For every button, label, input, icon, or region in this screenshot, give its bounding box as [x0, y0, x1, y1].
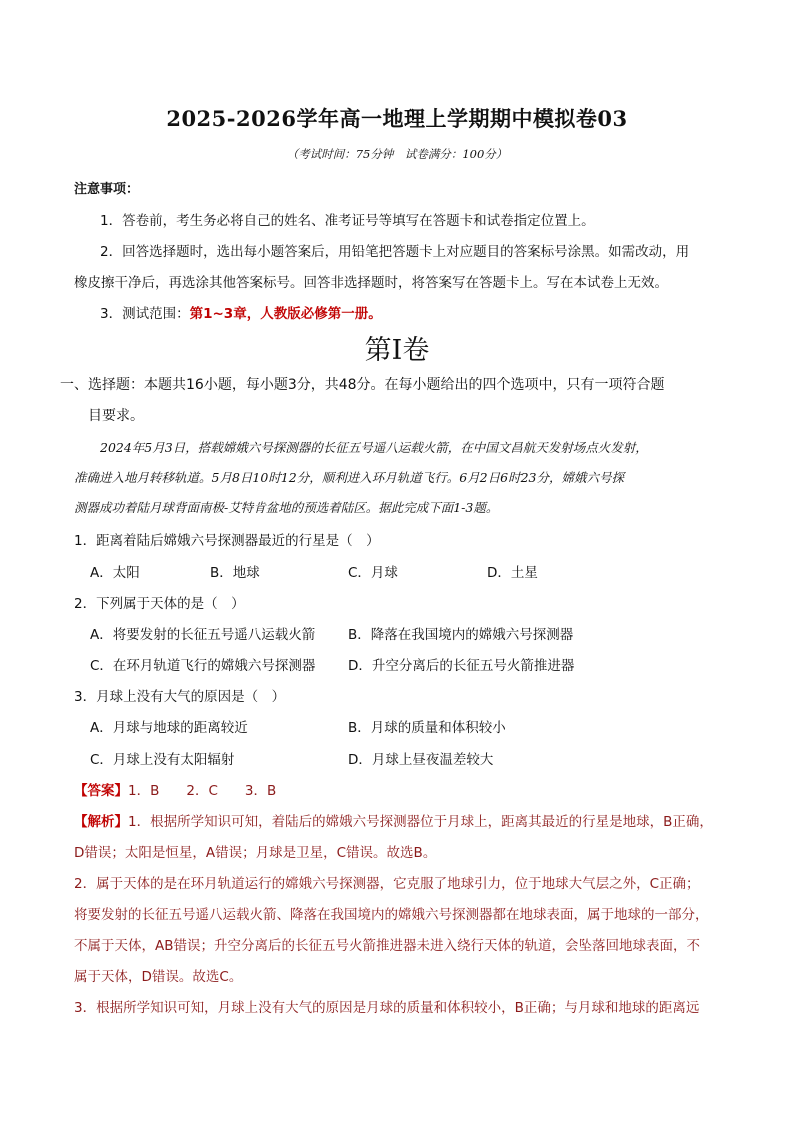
- section-instruction-line-1: 一、选择题：本题共16小题，每小题3分，共48分。在每小题给出的四个选项中，只有一项符合题: [60, 377, 665, 393]
- volume-heading: 第Ⅰ卷: [364, 335, 430, 366]
- explanation-line-1: [74, 810, 713, 830]
- question-1-option-c: C．月球: [348, 565, 398, 581]
- explanation-line-3: 2．属于天体的是在环月轨道运行的嫦娥六号探测器，它克服了地球引力，位于地球大气层之外，C正确；: [74, 876, 700, 892]
- question-1-stem: 1．距离着陆后嫦娥六号探测器最近的行星是（ ）: [74, 533, 380, 549]
- question-2-option-a: A．将要发射的长征五号遥八运载火箭: [90, 627, 316, 643]
- answer-line: [74, 779, 276, 799]
- material-line-2: 准确进入地月转移轨道。5月8日10时12分，顺利进入环月轨道飞行。6月2日6时23分，嫦娥六号探: [74, 470, 624, 485]
- question-3-option-c: C．月球上没有太阳辐射: [90, 752, 235, 768]
- test-scope: 第1~3章，人教版必修第一册。: [189, 306, 382, 322]
- notice-item-1: 1．答卷前，考生务必将自己的姓名、准考证号等填写在答题卡和试卷指定位置上。: [100, 213, 595, 229]
- section-instruction-line-2: 目要求。: [88, 408, 144, 424]
- explanation-line-6: 属于天体，D错误。故选C。: [74, 969, 243, 985]
- question-1-option-b: B．地球: [210, 565, 260, 581]
- material-line-3: 测器成功着陆月球背面南极-艾特肯盆地的预选着陆区。据此完成下面1-3题。: [74, 500, 499, 515]
- answer-label: 【答案】: [74, 783, 128, 799]
- question-2-option-d: D．升空分离后的长征五号火箭推进器: [348, 658, 575, 674]
- explanation-line-7: 3．根据所学知识可知，月球上没有大气的原因是月球的质量和体积较小，B正确；与月球和地球的距离远: [74, 1000, 700, 1016]
- question-3-option-b: B．月球的质量和体积较小: [348, 720, 506, 736]
- question-3-option-d: D．月球上昼夜温差较大: [348, 752, 494, 768]
- material-line-1: 2024年5月3日，搭载嫦娥六号探测器的长征五号遥八运载火箭，在中国文昌航天发射场点火发射，: [100, 440, 648, 455]
- exam-title: 2025-2026学年高一地理上学期期中模拟卷03: [166, 106, 628, 131]
- question-3-option-a: A．月球与地球的距离较近: [90, 720, 248, 736]
- explanation-text-1: 1．根据所学知识可知，着陆后的嫦娥六号探测器位于月球上，距离其最近的行星是地球，B正确，: [128, 814, 713, 830]
- answer-text: 1．B 2．C 3．B: [128, 783, 277, 799]
- explanation-label: 【解析】: [74, 814, 128, 830]
- exam-subtitle: （考试时间：75分钟 试卷满分：100分）: [286, 147, 508, 161]
- notice-item-2-line-1: 2．回答选择题时，选出每小题答案后，用铅笔把答题卡上对应题目的答案标号涂黑。如需改动，用: [100, 244, 690, 260]
- notice-heading: 注意事项：: [74, 182, 140, 197]
- explanation-line-4: 将要发射的长征五号遥八运载火箭、降落在我国境内的嫦娥六号探测器都在地球表面，属于地球的一部分，: [74, 907, 709, 923]
- question-2-stem: 2．下列属于天体的是（ ）: [74, 596, 245, 612]
- question-1-option-a: A．太阳: [90, 565, 140, 581]
- notice-item-3: [100, 302, 382, 322]
- question-3-stem: 3．月球上没有大气的原因是（ ）: [74, 689, 286, 705]
- notice-item-3-prefix: 3．测试范围：: [100, 306, 190, 322]
- question-2-option-c: C．在环月轨道飞行的嫦娥六号探测器: [90, 658, 316, 674]
- notice-item-2-line-2: 橡皮擦干净后，再选涂其他答案标号。回答非选择题时，将答案写在答题卡上。写在本试卷上无效。: [74, 275, 668, 291]
- explanation-line-2: D错误；太阳是恒星，A错误；月球是卫星，C错误。故选B。: [74, 845, 437, 861]
- question-1-option-d: D．土星: [487, 565, 538, 581]
- question-2-option-b: B．降落在我国境内的嫦娥六号探测器: [348, 627, 574, 643]
- explanation-line-5: 不属于天体，AB错误；升空分离后的长征五号火箭推进器未进入绕行天体的轨道，会坠落回地球表面，不: [74, 938, 700, 954]
